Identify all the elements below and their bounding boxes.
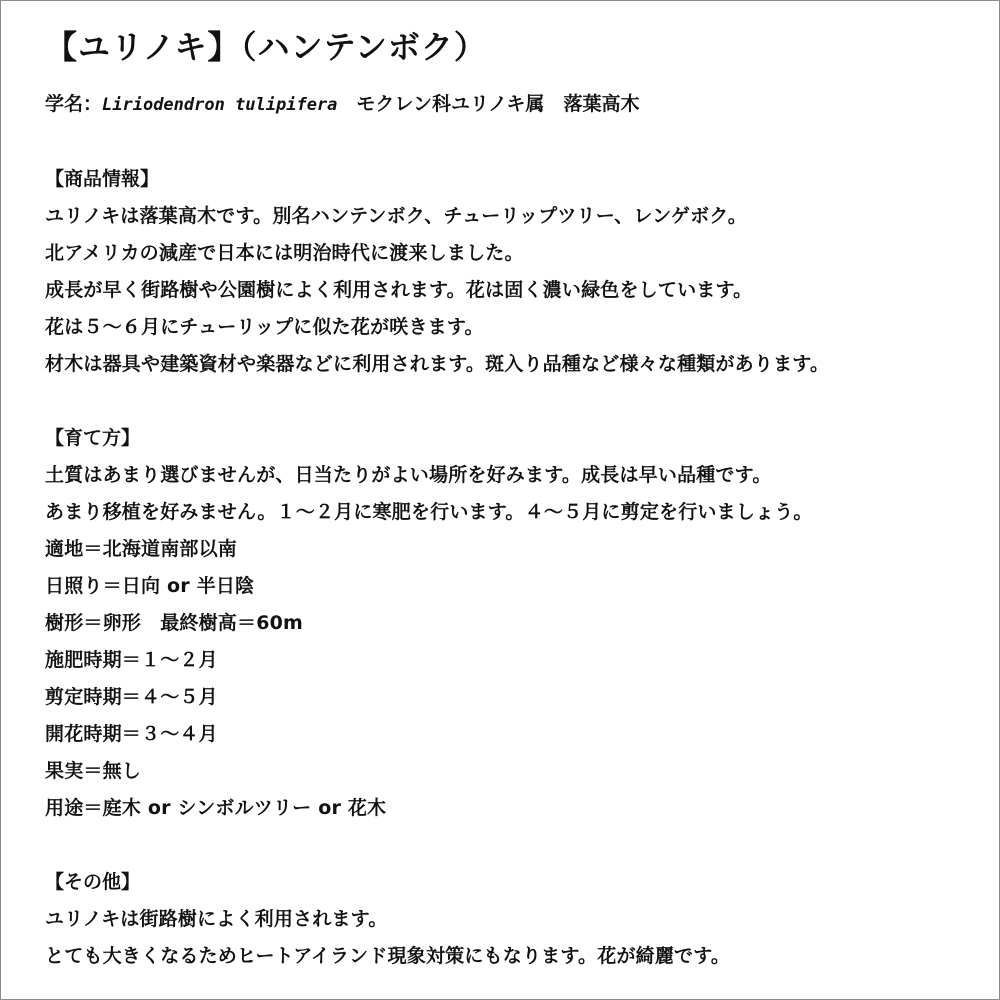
spec-sunlight: 日照り＝日向 or 半日陰	[45, 575, 255, 597]
text-line: あまり移植を好みません。１～２月に寒肥を行います。４～５月に剪定を行いましょう。	[45, 501, 813, 523]
section-other	[45, 864, 975, 975]
plant-type: 落葉高木	[544, 93, 640, 115]
text-line: 成長が早く街路樹や公園樹によく利用されます。花は固く濃い緑色をしています。	[45, 279, 753, 301]
text-line: 花は５～６月にチューリップに似た花が咲きます。	[45, 316, 484, 338]
scientific-name: Liriodendron tulipifera	[102, 95, 338, 115]
spec-flowering-period: 開花時期＝３～４月	[45, 723, 218, 745]
plant-family: モクレン科ユリノキ属	[337, 93, 545, 115]
section-product-info	[45, 161, 975, 383]
section-heading-other: 【その他】	[45, 871, 141, 893]
text-line: ユリノキは落葉高木です。別名ハンテンボク、チューリップツリー、レンゲボク。	[45, 205, 747, 227]
spec-fruit: 果実＝無し	[45, 760, 142, 782]
spec-tree-shape: 樹形＝卵形 最終樹高＝60m	[45, 612, 304, 634]
page-title: 【ユリノキ】（ハンテンボク）	[45, 28, 487, 66]
text-line: とても大きくなるためヒートアイランド現象対策にもなります。花が綺麗です。	[45, 945, 731, 967]
spec-fertilizing-period: 施肥時期＝１～２月	[45, 649, 218, 671]
text-line: ユリノキは街路樹によく利用されます。	[45, 908, 388, 930]
section-heading-product-info: 【商品情報】	[45, 168, 160, 190]
scientific-name-line	[45, 86, 975, 124]
scientific-name-label: 学名：	[45, 93, 103, 115]
section-heading-care: 【育て方】	[45, 427, 141, 449]
spec-pruning-period: 剪定時期＝４～５月	[45, 686, 218, 708]
spec-suitable-area: 適地＝北海道南部以南	[45, 538, 238, 560]
text-line: 材木は器具や建築資材や楽器などに利用されます。斑入り品種など様々な種類があります。	[45, 353, 830, 375]
text-line: 土質はあまり選びませんが、日当たりがよい場所を好みます。成長は早い品種です。	[45, 464, 772, 486]
text-line: 北アメリカの減産で日本には明治時代に渡来しました。	[45, 242, 524, 264]
document-content	[45, 21, 975, 975]
spec-usage: 用途＝庭木 or シンボルツリー or 花木	[45, 797, 387, 819]
section-care	[45, 420, 975, 827]
